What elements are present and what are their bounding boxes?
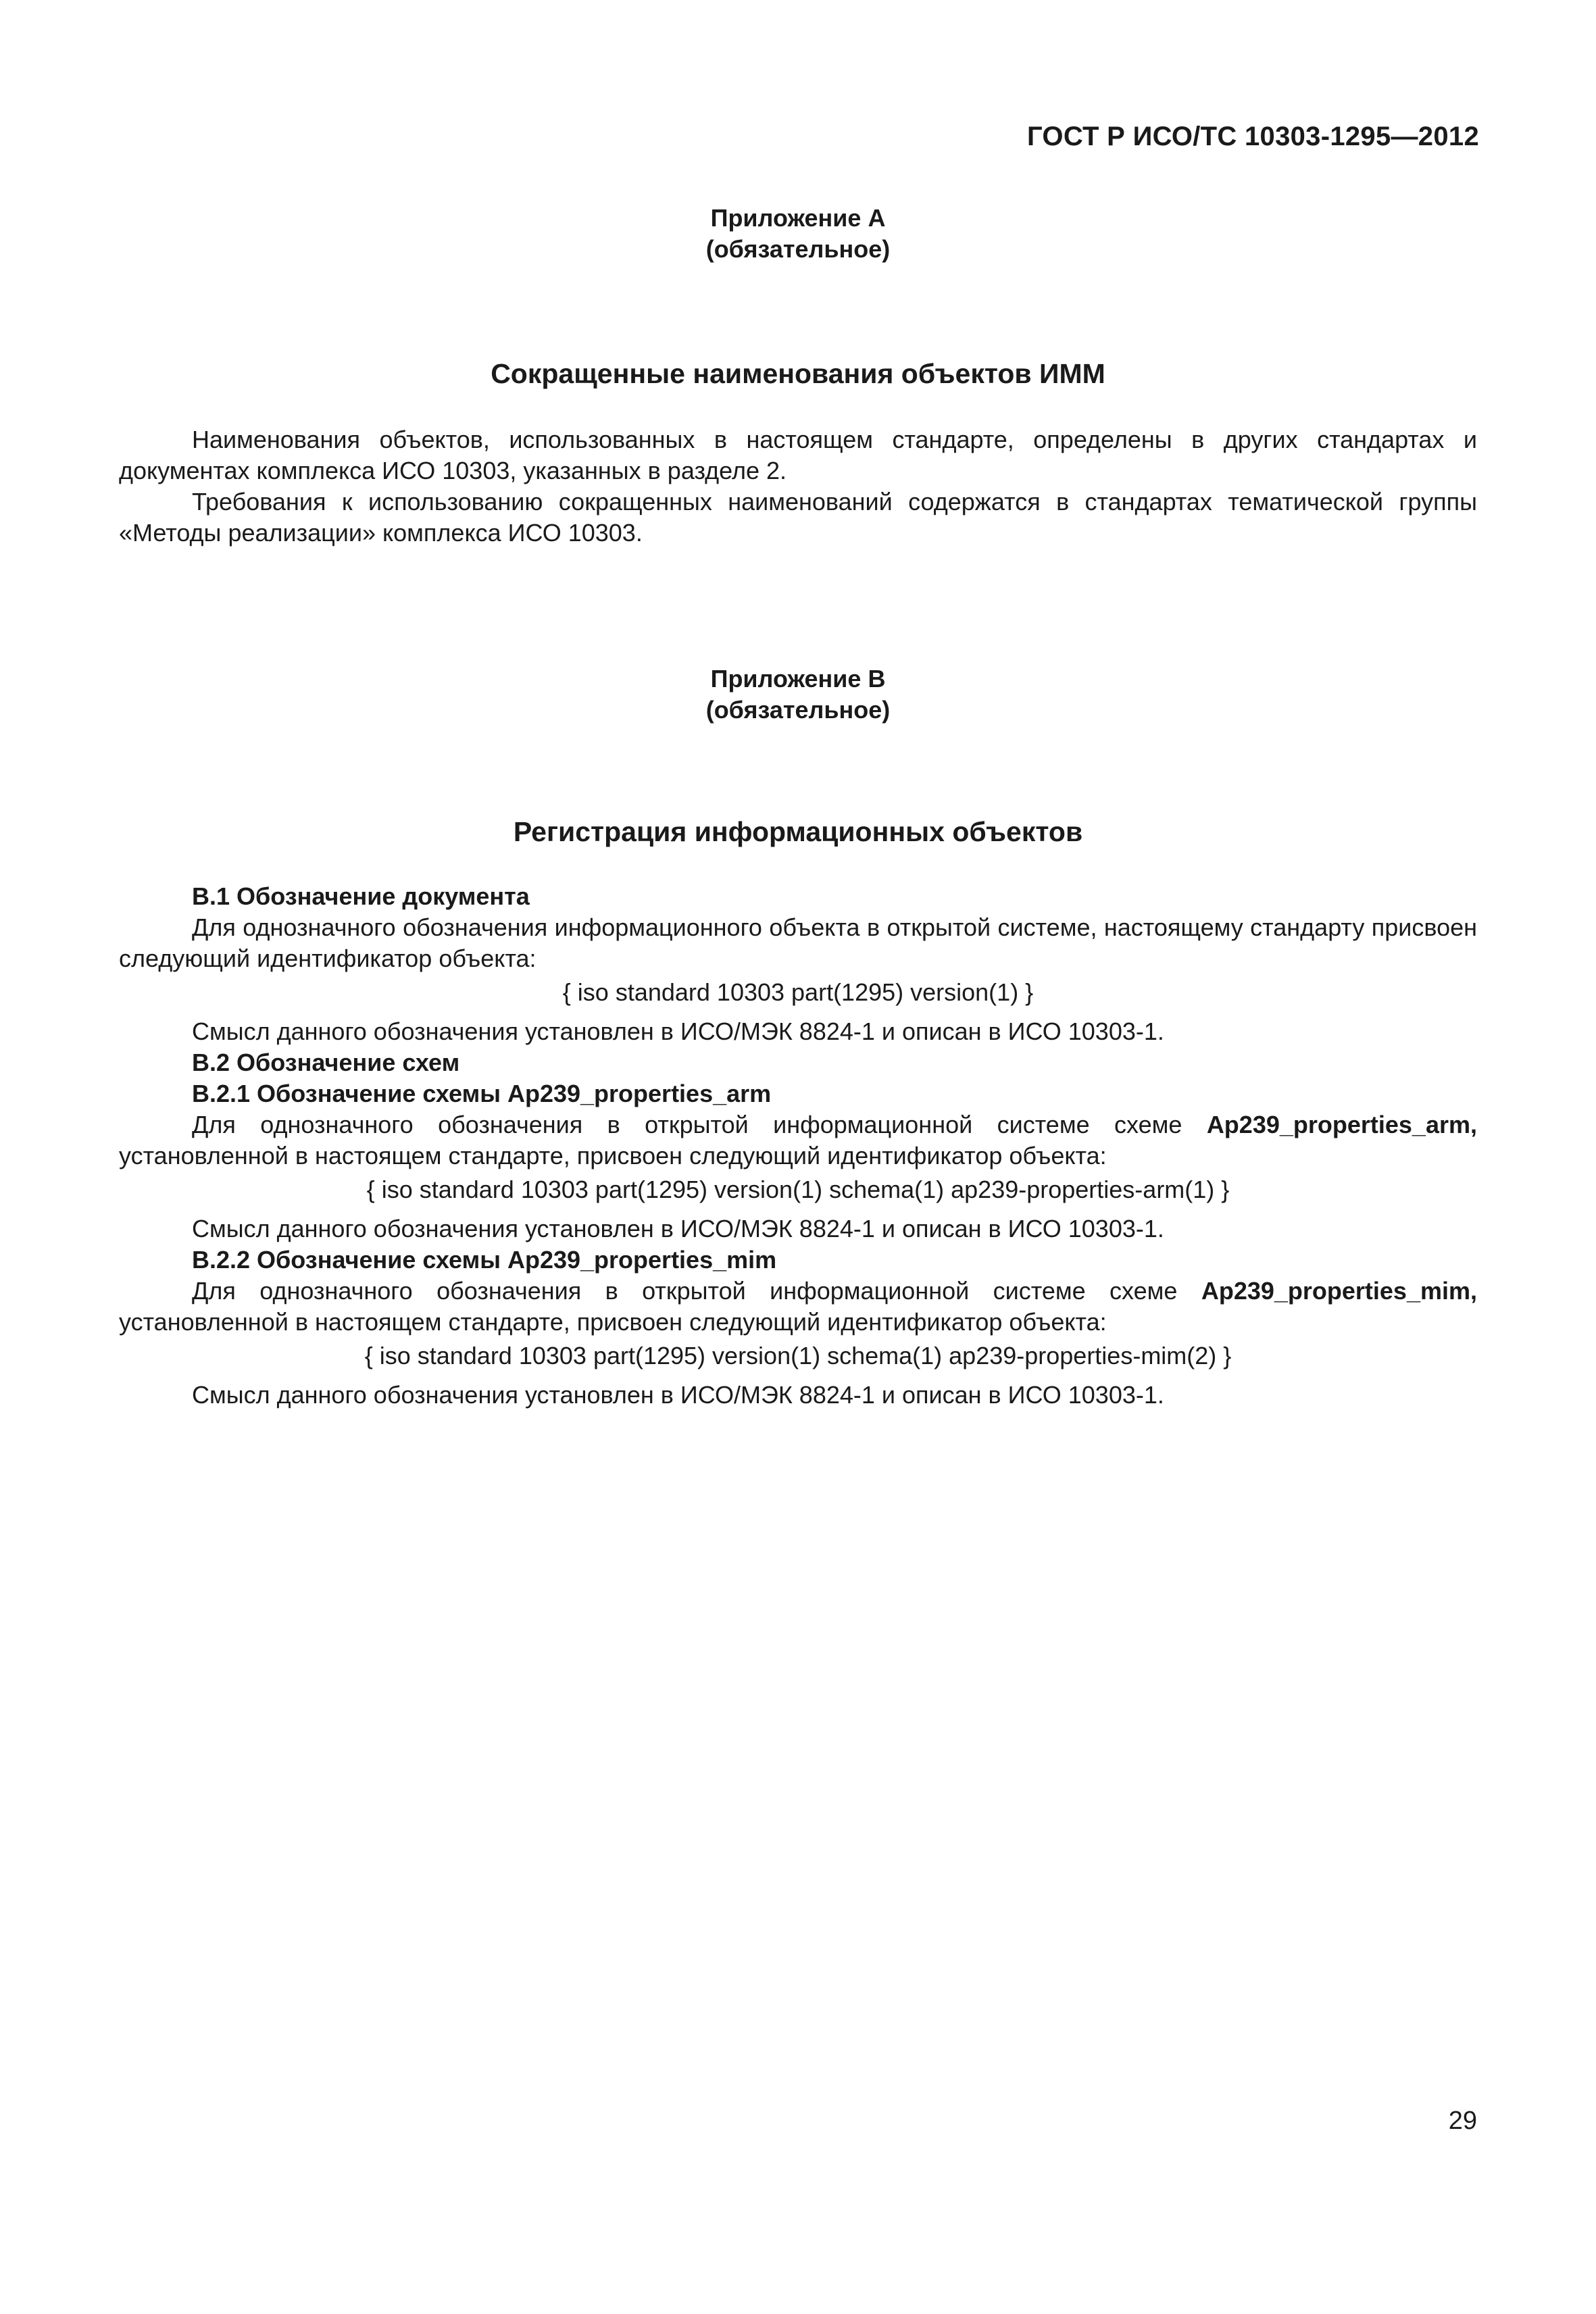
section-b21-text-post: установленной в настоящем стандарте, присвоен следующий идентификатор объекта: [119, 1142, 1107, 1169]
annex-a-label: Приложение А [710, 204, 886, 232]
section-b21-text-pre: Для однозначного обозначения в открытой информационной системе схеме [192, 1111, 1207, 1138]
annex-a-paragraph-1: Наименования объектов, использованных в настоящем стандарте, определены в других стандартах и документах комплекса ИСО 10303, указанных в разделе 2. [119, 426, 1477, 484]
document-code: ГОСТ Р ИСО/ТС 10303-1295—2012 [1026, 122, 1479, 151]
section-b22-text-pre: Для однозначного обозначения в открытой информационной системе схеме [192, 1277, 1201, 1305]
section-b21-text [119, 1109, 1477, 1172]
section-b21-identifier: { iso standard 10303 part(1295) version(1) schema(1) ap239-properties-arm(1) } [366, 1176, 1230, 1203]
annex-b-label: Приложение В [710, 665, 886, 693]
section-b22-identifier: { iso standard 10303 part(1295) version(1) schema(1) ap239-properties-mim(2) } [364, 1342, 1232, 1369]
annex-a-paragraph-2: Требования к использованию сокращенных наименований содержатся в стандартах тематической группы «Методы реализации» комплекса ИСО 10303. [119, 488, 1477, 547]
section-b22-text [119, 1276, 1477, 1338]
section-b2-heading: В.2 Обозначение схем [192, 1049, 460, 1076]
annex-a-status: (обязательное) [705, 235, 891, 263]
section-b22-meaning: Смысл данного обозначения установлен в ИСО/МЭК 8824-1 и описан в ИСО 10303-1. [192, 1381, 1164, 1409]
annex-a-title: Сокращенные наименования объектов ИММ [491, 358, 1105, 389]
page-number: 29 [1448, 2107, 1477, 2135]
section-b22-heading: В.2.2 Обозначение схемы Ap239_properties_mim [192, 1246, 777, 1274]
section-b21-heading: В.2.1 Обозначение схемы Ap239_properties_arm [192, 1080, 772, 1107]
section-b1-heading: В.1 Обозначение документа [192, 882, 530, 910]
schema-name-mim: Ap239_properties_mim, [1201, 1277, 1477, 1305]
section-b22-text-post: установленной в настоящем стандарте, присвоен следующий идентификатор объекта: [119, 1308, 1107, 1336]
annex-b-status: (обязательное) [705, 696, 891, 724]
section-b1-meaning: Смысл данного обозначения установлен в ИСО/МЭК 8824-1 и описан в ИСО 10303-1. [192, 1017, 1164, 1045]
section-b1-text: Для однозначного обозначения информационного объекта в открытой системе, настоящему стандарту присвоен следующий идентификатор объекта: [119, 913, 1477, 972]
section-b21-meaning: Смысл данного обозначения установлен в ИСО/МЭК 8824-1 и описан в ИСО 10303-1. [192, 1215, 1164, 1242]
section-b1-identifier: { iso standard 10303 part(1295) version(1) } [562, 978, 1034, 1006]
annex-b-title: Регистрация информационных объектов [513, 816, 1083, 847]
schema-name-arm: Ap239_properties_arm, [1206, 1111, 1477, 1138]
